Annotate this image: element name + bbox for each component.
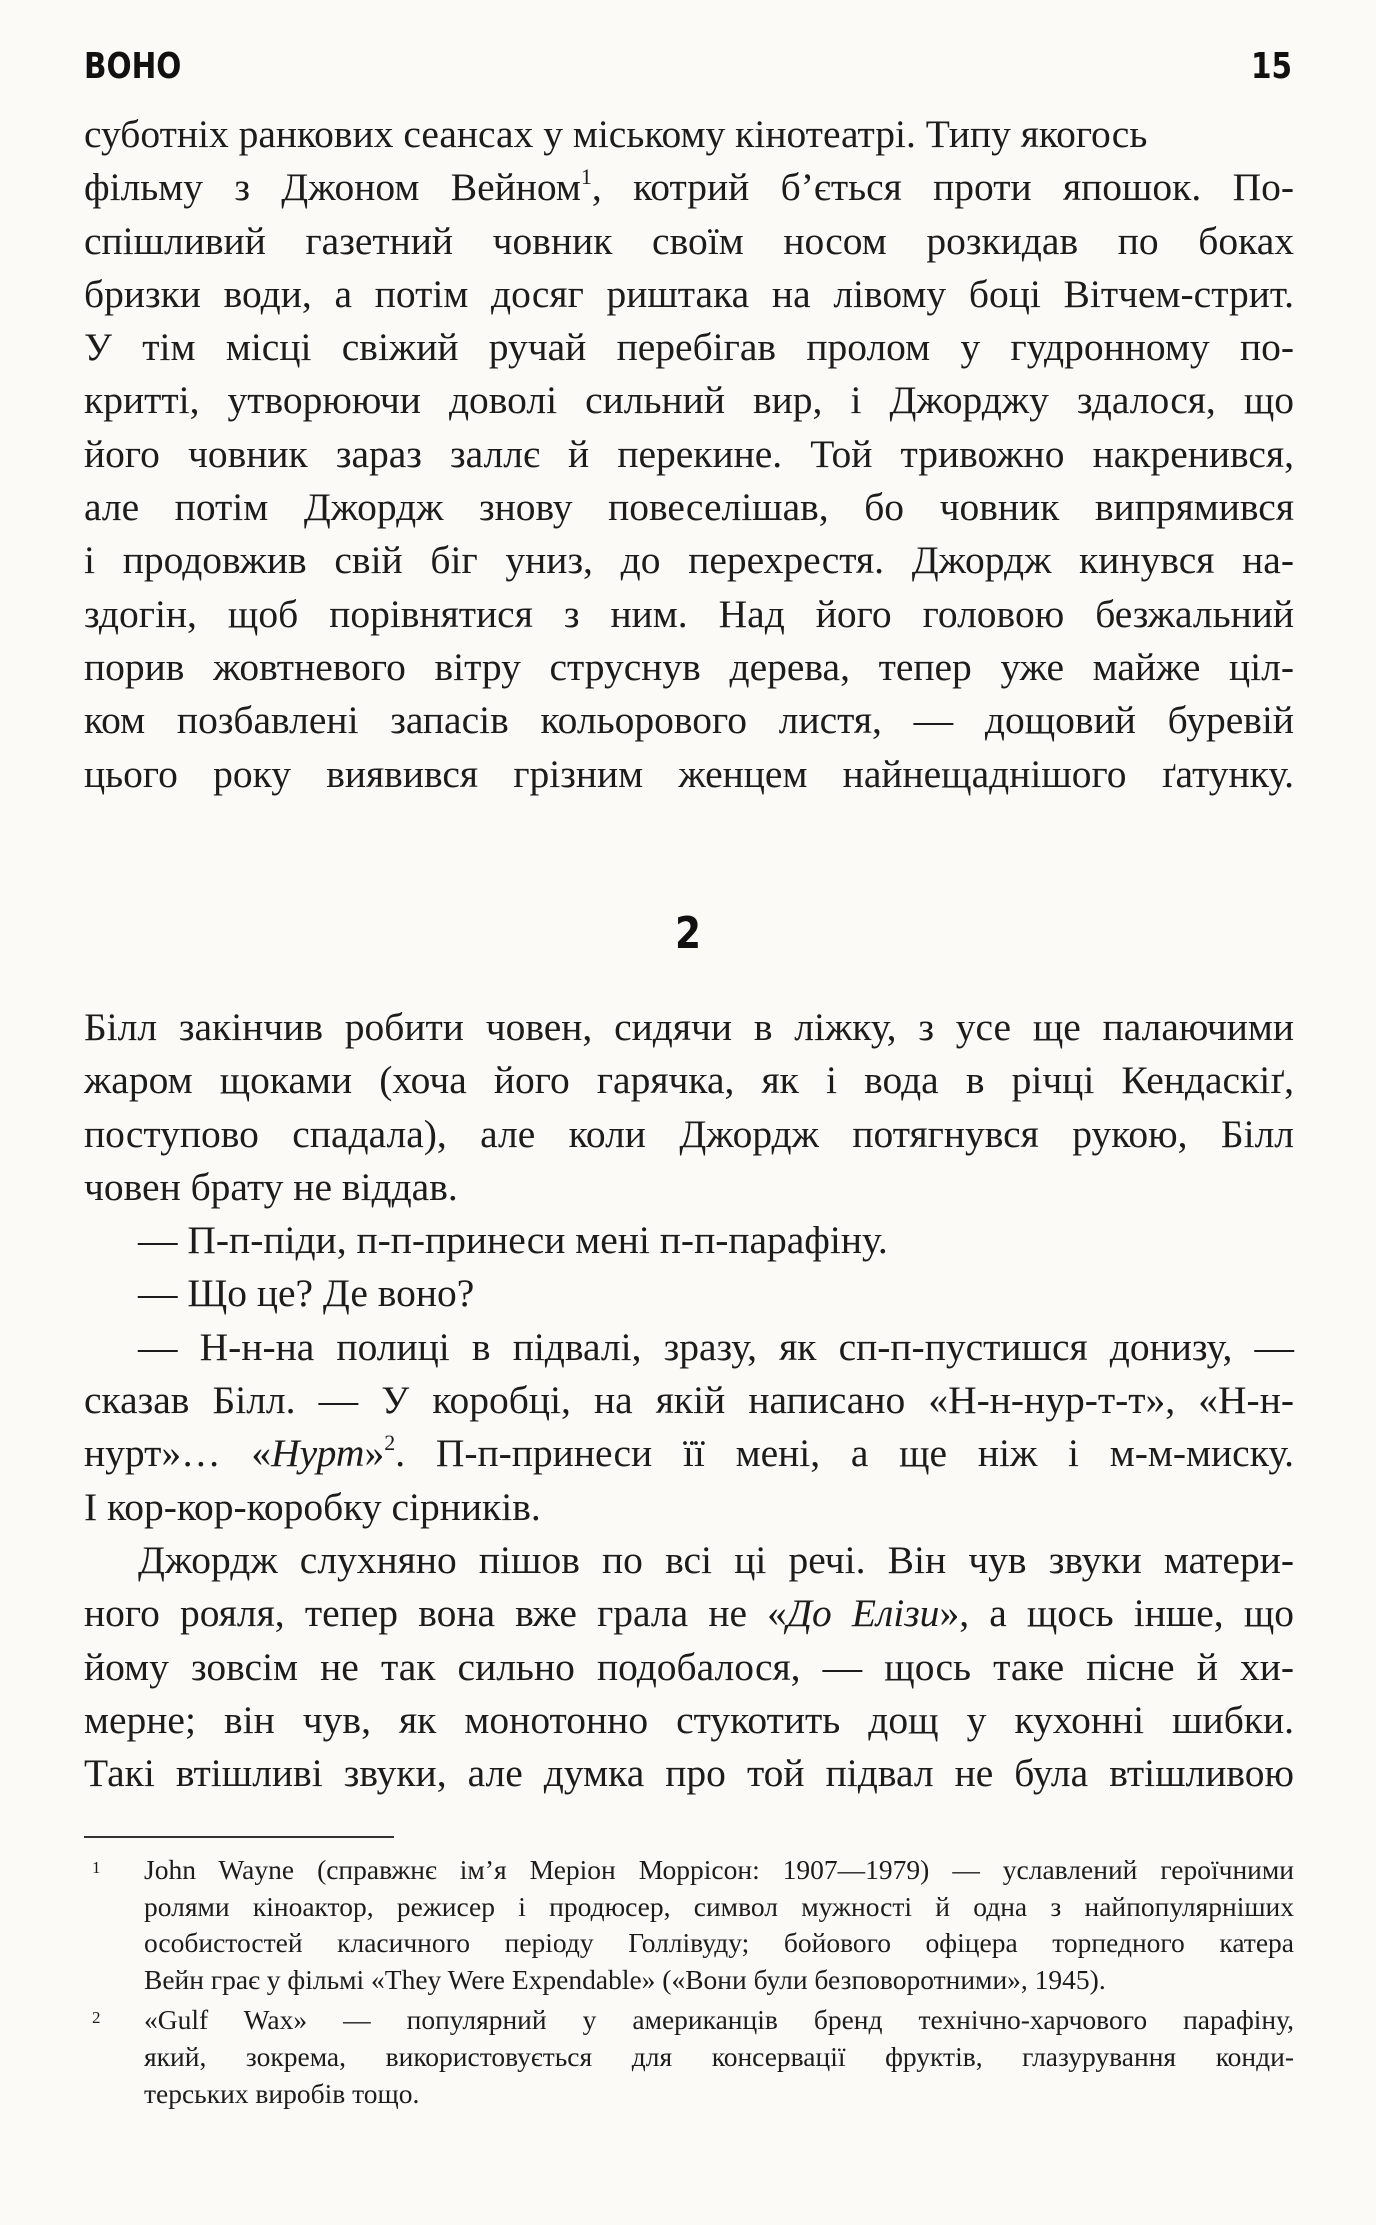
text-line: критті, утворюючи доволі сильний вир, і Джорджу здалося, що bbox=[84, 378, 1294, 423]
text-line: жаром щоками (хоча його гарячка, як і вода в річці Кендаскіґ, bbox=[84, 1058, 1294, 1103]
text-line: бризки води, а потім досяг риштака на лівому боці Вітчем-стрит. bbox=[84, 271, 1294, 316]
footnote-mark: 1 bbox=[92, 1858, 101, 1877]
text-line: ком позбавлені запасів кольорового листя, — дощовий буревій bbox=[84, 698, 1294, 743]
text-line: Такі втішливі звуки, але думка про той підвал не була втішливою bbox=[84, 1751, 1294, 1796]
footnote-2 bbox=[84, 2002, 1294, 2112]
running-title: ВОНО bbox=[84, 46, 182, 87]
footnote-line: терських виробів тощо. bbox=[144, 2077, 420, 2109]
text-line: Білл закінчив робити човен, сидячи в ліжку, з усе ще палаючими bbox=[84, 1005, 1294, 1049]
text-line: цього року виявився грізним женцем найнещаднішого ґатунку. bbox=[84, 751, 1294, 796]
dialogue-line: — Що це? Де воно? bbox=[138, 1271, 475, 1316]
text-line: І кор-кор-коробку сірників. bbox=[84, 1484, 541, 1529]
text-line: У тім місці свіжий ручай перебігав пролом у гудронному по- bbox=[84, 325, 1294, 370]
text-line: йому зовсім не так сильно подобалося, — щось таке пісне й хи- bbox=[84, 1644, 1294, 1689]
footnote-line: який, зокрема, використовується для консервації фруктів, глазурування конди- bbox=[144, 2040, 1294, 2072]
section-2-text bbox=[84, 1001, 1294, 1800]
dialogue-line: — П-п-піди, п-п-принеси мені п-п-парафіну. bbox=[138, 1218, 888, 1263]
text-line: здогін, щоб порівнятися з ним. Над його головою безжальний bbox=[84, 591, 1294, 636]
footnote-line: John Wayne (справжнє ім’я Меріон Моррісон: 1907—1979) — уславлений героїчними bbox=[144, 1854, 1294, 1885]
text-line: порив жовтневого вітру струснув дерева, тепер уже майже ціл- bbox=[84, 644, 1294, 689]
footnote-divider bbox=[84, 1836, 394, 1838]
section-1-text bbox=[84, 108, 1294, 801]
text-line: його човник зараз заллє й перекине. Той тривожно накренився, bbox=[84, 431, 1294, 476]
text-line: і продовжив свій біг униз, до перехрестя. Джордж кинувся на- bbox=[84, 538, 1294, 583]
text-line: сказав Білл. — У коробці, на якій написано «Н-н-нур-т-т», «Н-н- bbox=[84, 1378, 1294, 1423]
italic-title: До Елізи bbox=[786, 1591, 940, 1636]
footnote-1 bbox=[84, 1852, 1294, 1998]
footnote-line: «Gulf Wax» — популярний у американців бренд технічно-харчового парафіну, bbox=[144, 2004, 1294, 2036]
footnote-mark: 2 bbox=[92, 2008, 101, 2028]
text-line: ного рояля, тепер вона вже грала не «До Елізи», а щось інше, що bbox=[84, 1591, 1294, 1636]
footnote-ref-2: 2 bbox=[384, 1430, 396, 1456]
text-line: поступово спадала), але коли Джордж потягнувся рукою, Білл bbox=[84, 1111, 1294, 1156]
text-line: Джордж слухняно пішов по всі ці речі. Він чув звуки матери- bbox=[138, 1537, 1294, 1582]
text-line: човен брату не віддав. bbox=[84, 1164, 458, 1209]
text-line: суботніх ранкових сеансах у міському кінотеатрі. Типу якогось bbox=[84, 112, 1148, 156]
footnote-line: особистостей класичного періоду Голлівуду; бойового офіцера торпедного катера bbox=[144, 1927, 1294, 1959]
footnote-ref-1: 1 bbox=[580, 164, 592, 190]
italic-brand: Нурт bbox=[271, 1431, 365, 1476]
text-line: мерне; він чув, як монотонно стукотить дощ у кухонні шибки. bbox=[84, 1697, 1294, 1742]
page-number: 15 bbox=[1250, 46, 1292, 87]
chapter-number: 2 bbox=[674, 908, 702, 959]
text-line: фільму з Джоном Вейном$^1$, котрий б’ється проти япошок. По- bbox=[84, 164, 1294, 210]
footnote-line: Вейн грає у фільмі «They Were Expendable» («Вони були безповоротними», 1945). bbox=[144, 1963, 1106, 1995]
text-line: але потім Джордж знову повеселішав, бо човник випрямився bbox=[84, 485, 1294, 530]
footnote-line: ролями кіноактор, режисер і продюсер, символ мужності й одна з найпопулярніших bbox=[144, 1890, 1294, 1922]
dialogue-line: — Н-н-на полиці в підвалі, зразу, як сп-п-пустишся донизу, — bbox=[138, 1324, 1294, 1369]
footnotes bbox=[84, 1852, 1294, 2112]
text-line: спішливий газетний човник своїм носом розкидав по боках bbox=[84, 218, 1294, 263]
text-line: нурт»… «Нурт»$^2$. П-п-принеси її мені, а ще ніж і м-м-миску. bbox=[84, 1430, 1294, 1476]
